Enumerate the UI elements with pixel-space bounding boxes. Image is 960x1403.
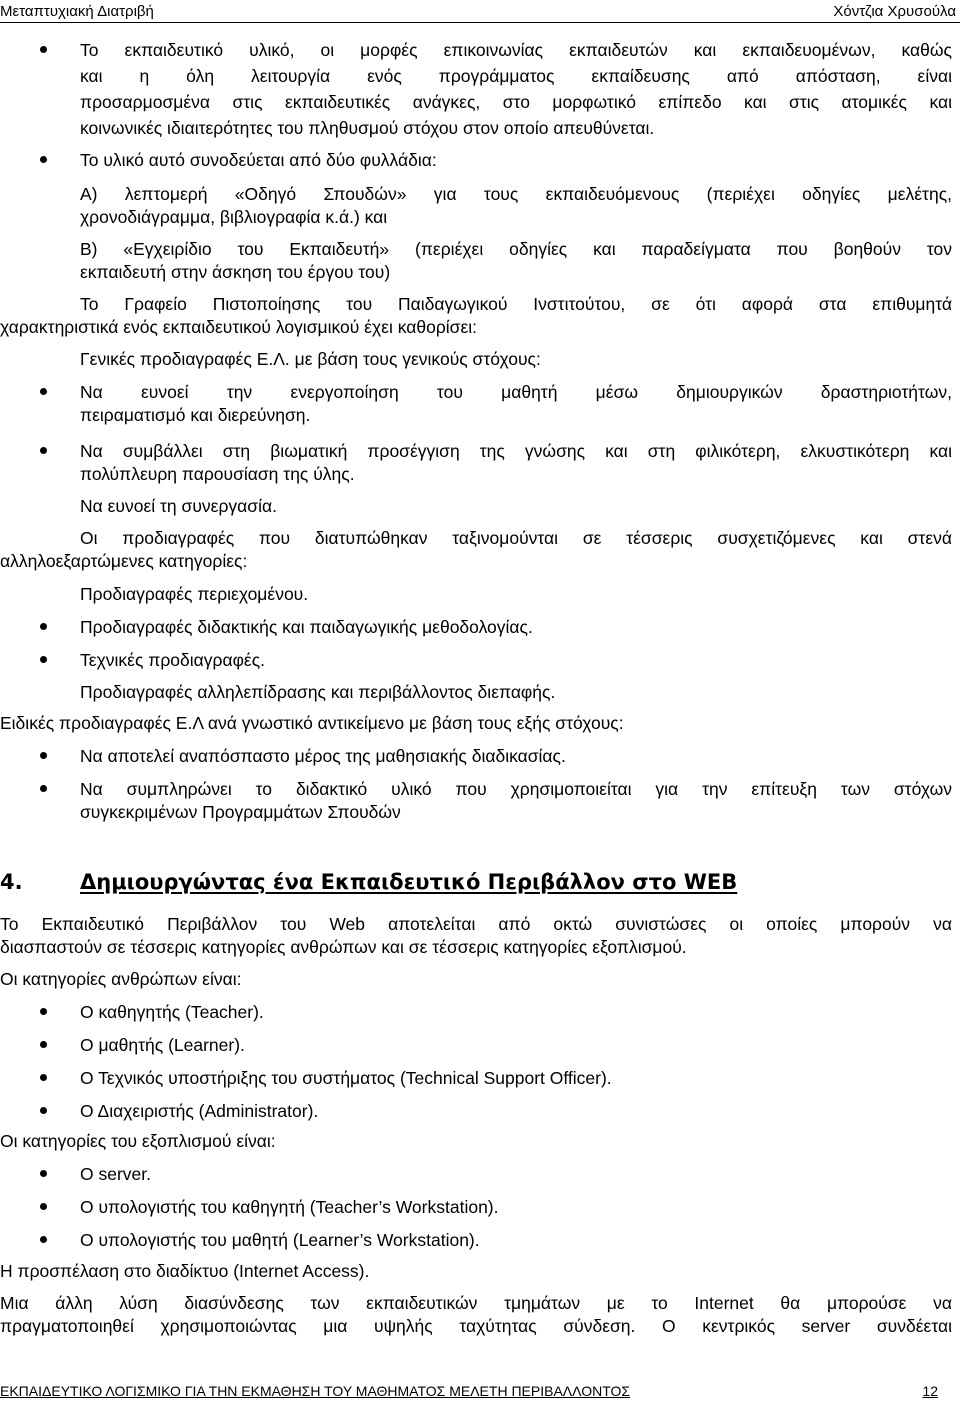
- text-line: [80, 39, 952, 61]
- text-line: εκπαιδευτή στην άσκηση του έργου του): [80, 262, 391, 282]
- header-right: Χόντζια Χρυσούλα: [833, 3, 956, 20]
- text-line: Α) λεπτομερή «Οδηγό Σπουδών» για τους εκπαιδευόμενους (περιέχει οδηγίες μελέτης,: [80, 184, 952, 204]
- bullet-icon: [40, 656, 47, 663]
- text-line: Β) «Εγχειρίδιο του Εκπαιδευτή» (περιέχει οδηγίες και παραδείγματα που βοηθούν τον: [80, 239, 952, 259]
- text-line: προσαρμοσμένα στις εκπαιδευτικές ανάγκες, στο μορφωτικό επίπεδο και στις ατομικές και: [80, 92, 952, 112]
- text-line: πραγματοποιηθεί χρησιμοποιώντας μια υψηλής ταχύτητας σύνδεση. Ο κεντρικός server συνδέεται: [0, 1316, 952, 1336]
- word: καθώς: [901, 40, 952, 60]
- bullet-icon: [40, 785, 47, 792]
- bullet-icon: [40, 1107, 47, 1114]
- text-line: Προδιαγραφές αλληλεπίδρασης και περιβάλλοντος διεπαφής.: [80, 682, 556, 702]
- text-line: Μια άλλη λύση διασύνδεσης των εκπαιδευτικών τμημάτων με το Internet θα μπορούσε να: [0, 1293, 952, 1313]
- text-line: Ο μαθητής (Learner).: [80, 1035, 245, 1055]
- text-line: O server.: [80, 1164, 151, 1184]
- page-number: 12: [922, 1383, 938, 1399]
- bullet-icon: [40, 447, 47, 454]
- text-line: Οι κατηγορίες ανθρώπων είναι:: [0, 969, 242, 989]
- bullet-icon: [40, 1170, 47, 1177]
- word: επικοινωνίας: [443, 40, 544, 60]
- bullet-icon: [40, 46, 47, 53]
- text-line: Οι κατηγορίες του εξοπλισμού είναι:: [0, 1131, 276, 1151]
- text-line: Οι προδιαγραφές που διατυπώθηκαν ταξινομούνται σε τέσσερις συσχετιζόμενες και στενά: [80, 528, 952, 548]
- text-line: Να συμβάλλει στη βιωματική προσέγγιση της γνώσης και στη φιλικότερη, ελκυστικότερη και: [80, 441, 952, 461]
- text-line: κοινωνικές ιδιαιτερότητες του πληθυσμού στόχου στον οποίο απευθύνεται.: [80, 118, 655, 138]
- text-line: Ο Διαχειριστής (Administrator).: [80, 1101, 319, 1121]
- text-line: Ο Τεχνικός υποστήριξης του συστήματος (Technical Support Officer).: [80, 1068, 612, 1088]
- word: και: [693, 40, 717, 60]
- text-line: Ο καθηγητής (Teacher).: [80, 1002, 264, 1022]
- text-line: πολύπλευρη παρουσίαση της ύλης.: [80, 464, 355, 484]
- section-number: 4.: [0, 870, 23, 894]
- bullet-icon: [40, 1008, 47, 1015]
- text-line: διασπαστούν σε τέσσερις κατηγορίες ανθρώπων και σε τέσσερις κατηγορίες εξοπλισμού.: [0, 937, 687, 957]
- text-line: και η όλη λειτουργία ενός προγράμματος εκπαίδευσης από απόσταση, είναι: [80, 66, 952, 86]
- text-line: Να αποτελεί αναπόσπαστο μέρος της μαθησιακής διαδικασίας.: [80, 746, 566, 766]
- text-line: Να συμπληρώνει το διδακτικό υλικό που χρησιμοποιείται για την επίτευξη των στόχων: [80, 779, 952, 799]
- text-line: Το Γραφείο Πιστοποίησης του Παιδαγωγικού Ινστιτούτου, σε ότι αφορά στα επιθυμητά: [80, 294, 952, 314]
- bullet-icon: [40, 388, 47, 395]
- word: μορφές: [360, 40, 418, 60]
- word: οι: [320, 40, 335, 60]
- bullet-icon: [40, 1236, 47, 1243]
- section-heading: [0, 868, 737, 896]
- header-rule: [0, 22, 960, 23]
- bullet-icon: [40, 623, 47, 630]
- text-line: Η προσπέλαση στο διαδίκτυο (Internet Access).: [0, 1261, 370, 1281]
- bullet-icon: [40, 156, 47, 163]
- word: εκπαιδευτών: [569, 40, 668, 60]
- text-line: Το υλικό αυτό συνοδεύεται από δύο φυλλάδια:: [80, 150, 437, 170]
- word: εκπαιδευτικό: [124, 40, 224, 60]
- text-line: συγκεκριμένων Προγραμμάτων Σπουδών: [80, 802, 401, 822]
- bullet-icon: [40, 752, 47, 759]
- text-line: Ειδικές προδιαγραφές Ε.Λ ανά γνωστικό αντικείμενο με βάση τους εξής στόχους:: [0, 713, 624, 733]
- header-left: Μεταπτυχιακή Διατριβή: [0, 3, 154, 20]
- bullet-icon: [40, 1203, 47, 1210]
- text-line: Προδιαγραφές περιεχομένου.: [80, 584, 309, 604]
- text-line: Να ευνοεί τη συνεργασία.: [80, 496, 277, 516]
- word: εκπαιδευομένων,: [742, 40, 876, 60]
- text-line: Ο υπολογιστής του μαθητή (Learner’s Workstation).: [80, 1230, 480, 1250]
- bullet-icon: [40, 1041, 47, 1048]
- text-line: χαρακτηριστικά ενός εκπαιδευτικού λογισμικού έχει καθορίσει:: [0, 317, 478, 337]
- word: υλικό,: [249, 40, 295, 60]
- text-line: Να ευνοεί την ενεργοποίηση του μαθητή μέσω δημιουργικών δραστηριοτήτων,: [80, 382, 952, 402]
- text-line: Ο υπολογιστής του καθηγητή (Teacher’s Workstation).: [80, 1197, 499, 1217]
- text-line: Γενικές προδιαγραφές Ε.Λ. με βάση τους γενικούς στόχους:: [80, 349, 541, 369]
- text-line: Τεχνικές προδιαγραφές.: [80, 650, 266, 670]
- footer-title: ΕΚΠΑΙΔΕΥΤΙΚΟ ΛΟΓΙΣΜΙΚΟ ΓΙΑ ΤΗΝ ΕΚΜΑΘΗΣΗ ΤΟΥ ΜΑΘΗΜΑΤΟΣ ΜΕΛΕΤΗ ΠΕΡΙΒΑΛΛΟΝΤΟΣ: [0, 1383, 631, 1399]
- bullet-icon: [40, 1074, 47, 1081]
- text-line: πειραματισμό και διερεύνηση.: [80, 405, 311, 425]
- text-line: χρονοδιάγραμμα, βιβλιογραφία κ.ά.) και: [80, 207, 388, 227]
- text-line: αλληλοεξαρτώμενες κατηγορίες:: [0, 551, 248, 571]
- text-line: Το Εκπαιδευτικό Περιβάλλον του Web αποτελείται από οκτώ συνιστώσες οι οποίες μπορούν να: [0, 914, 952, 934]
- section-title: Δημιουργώντας ένα Εκπαιδευτικό Περιβάλλον στο WEB: [80, 870, 738, 894]
- word: Το: [80, 40, 99, 60]
- text-line: Προδιαγραφές διδακτικής και παιδαγωγικής μεθοδολογίας.: [80, 617, 533, 637]
